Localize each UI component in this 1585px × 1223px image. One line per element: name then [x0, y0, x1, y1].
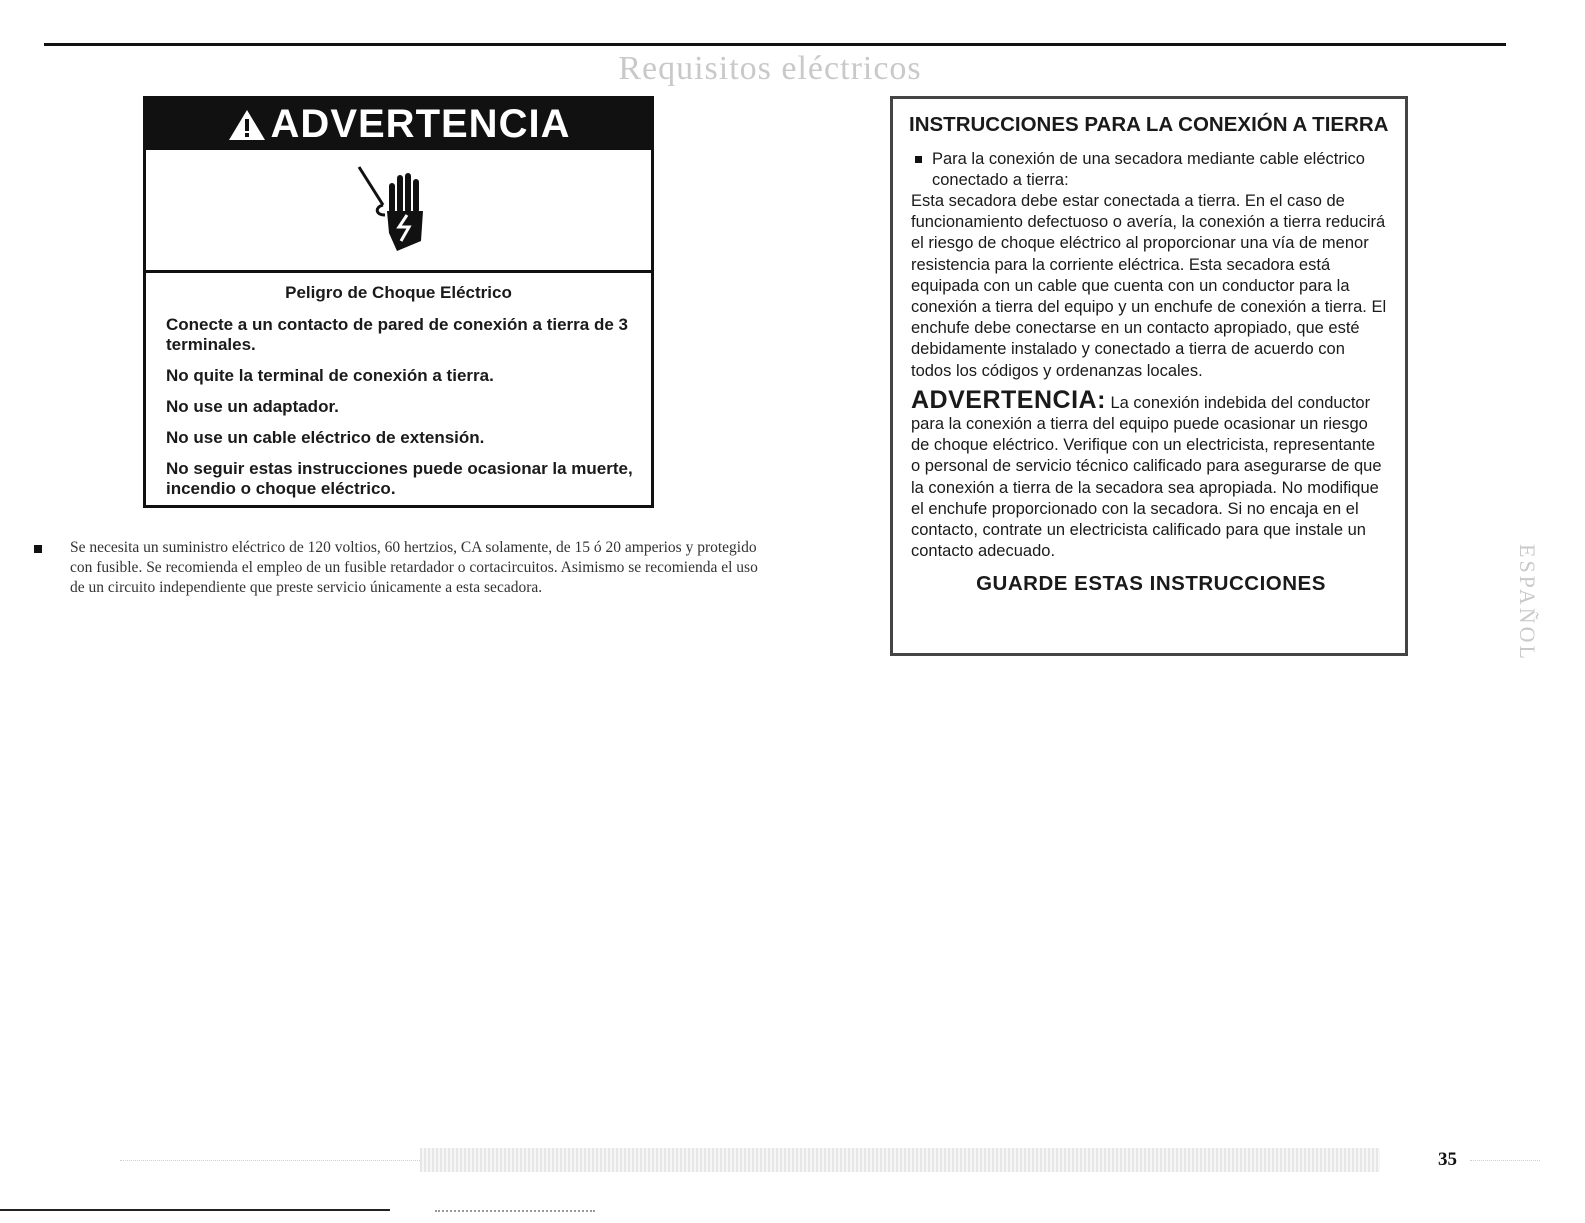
- warning-header-label: ADVERTENCIA: [270, 102, 571, 146]
- grounding-bullet-item: [915, 149, 1387, 191]
- bullet-icon: [915, 156, 922, 163]
- footer-band: [420, 1148, 1380, 1172]
- bottom-rule: [0, 1209, 390, 1211]
- grounding-title: INSTRUCCIONES PARA LA CONEXIÓN A TIERRA: [909, 113, 1389, 136]
- warning-box: [143, 96, 654, 508]
- warning-line: No quite la terminal de conexión a tierra.: [166, 366, 494, 385]
- grounding-warning: [911, 385, 1387, 563]
- page-title: Requisitos eléctricos: [618, 50, 922, 87]
- warning-icon-area: [146, 150, 651, 273]
- electrical-note-text: Se necesita un suministro eléctrico de 120 voltios, 60 hertzios, CA solamente, de 15 ó 20 amperios y protegido con fusible. Se recomienda el empleo de un fusible retardador o cortacircuitos. Asimismo se recomienda el uso de un circuito independiente que preste servicio únicamente a esta secadora.: [70, 539, 758, 596]
- electric-shock-hand-icon: [349, 163, 449, 258]
- grounding-bullet-text: Para la conexión de una secadora mediante cable eléctrico conectado a tierra:: [932, 150, 1365, 189]
- footer-dotted-line: [120, 1160, 420, 1161]
- electrical-note: [34, 538, 774, 598]
- save-instructions-heading: GUARDE ESTAS INSTRUCCIONES: [976, 572, 1326, 596]
- warning-line: No use un cable eléctrico de extensión.: [166, 428, 485, 447]
- warning-body: [146, 273, 651, 499]
- warning-subtitle: Peligro de Choque Eléctrico: [285, 283, 512, 302]
- warning-line: Conecte a un contacto de pared de conexión a tierra de 3 terminales.: [166, 315, 628, 354]
- warning-line: No use un adaptador.: [166, 397, 339, 416]
- grounding-paragraph: Esta secadora debe estar conectada a tierra. En el caso de funcionamiento defectuoso o avería, la conexión a tierra reducirá el riesgo de choque eléctrico al proporcionar una vía de menor resistencia para la corriente eléctrica. Esta secadora está equipada con un cable que cuenta con un conductor para la conexión a tierra del equipo y un enchufe de conexión a tierra. El enchufe debe conectarse en un contacto apropiado, que esté debidamente instalado y conectado a tierra de acuerdo con todos los códigos y ordenanzas locales.: [911, 192, 1387, 380]
- grounding-instructions-box: [890, 96, 1408, 656]
- bullet-icon: [34, 545, 42, 553]
- language-side-tab-label: ESPAÑOL: [1515, 544, 1540, 662]
- top-rule: [44, 43, 1506, 46]
- grounding-warning-text: La conexión indebida del conductor para la conexión a tierra del equipo puede ocasionar un riesgo de choque eléctrico. Verifique con un electricista, representante o personal de servicio técnico calificado para asegurarse de que la conexión a tierra de la secadora sea apropiada. No modifique el enchufe proporcionado con la secadora. Si no encaja en el contacto, contrate un electricista calificado para que instale un contacto adecuado.: [911, 393, 1382, 561]
- page-number: 35: [1438, 1149, 1457, 1170]
- bottom-marks: [435, 1210, 595, 1212]
- warning-header: [146, 99, 651, 150]
- warning-line: No seguir estas instrucciones puede ocasionar la muerte, incendio o choque eléctrico.: [166, 459, 633, 498]
- grounding-warning-word: ADVERTENCIA:: [911, 385, 1106, 414]
- language-side-tab: [1498, 540, 1538, 660]
- footer-dotted-line: [1470, 1160, 1540, 1161]
- warning-triangle-icon: [227, 108, 267, 142]
